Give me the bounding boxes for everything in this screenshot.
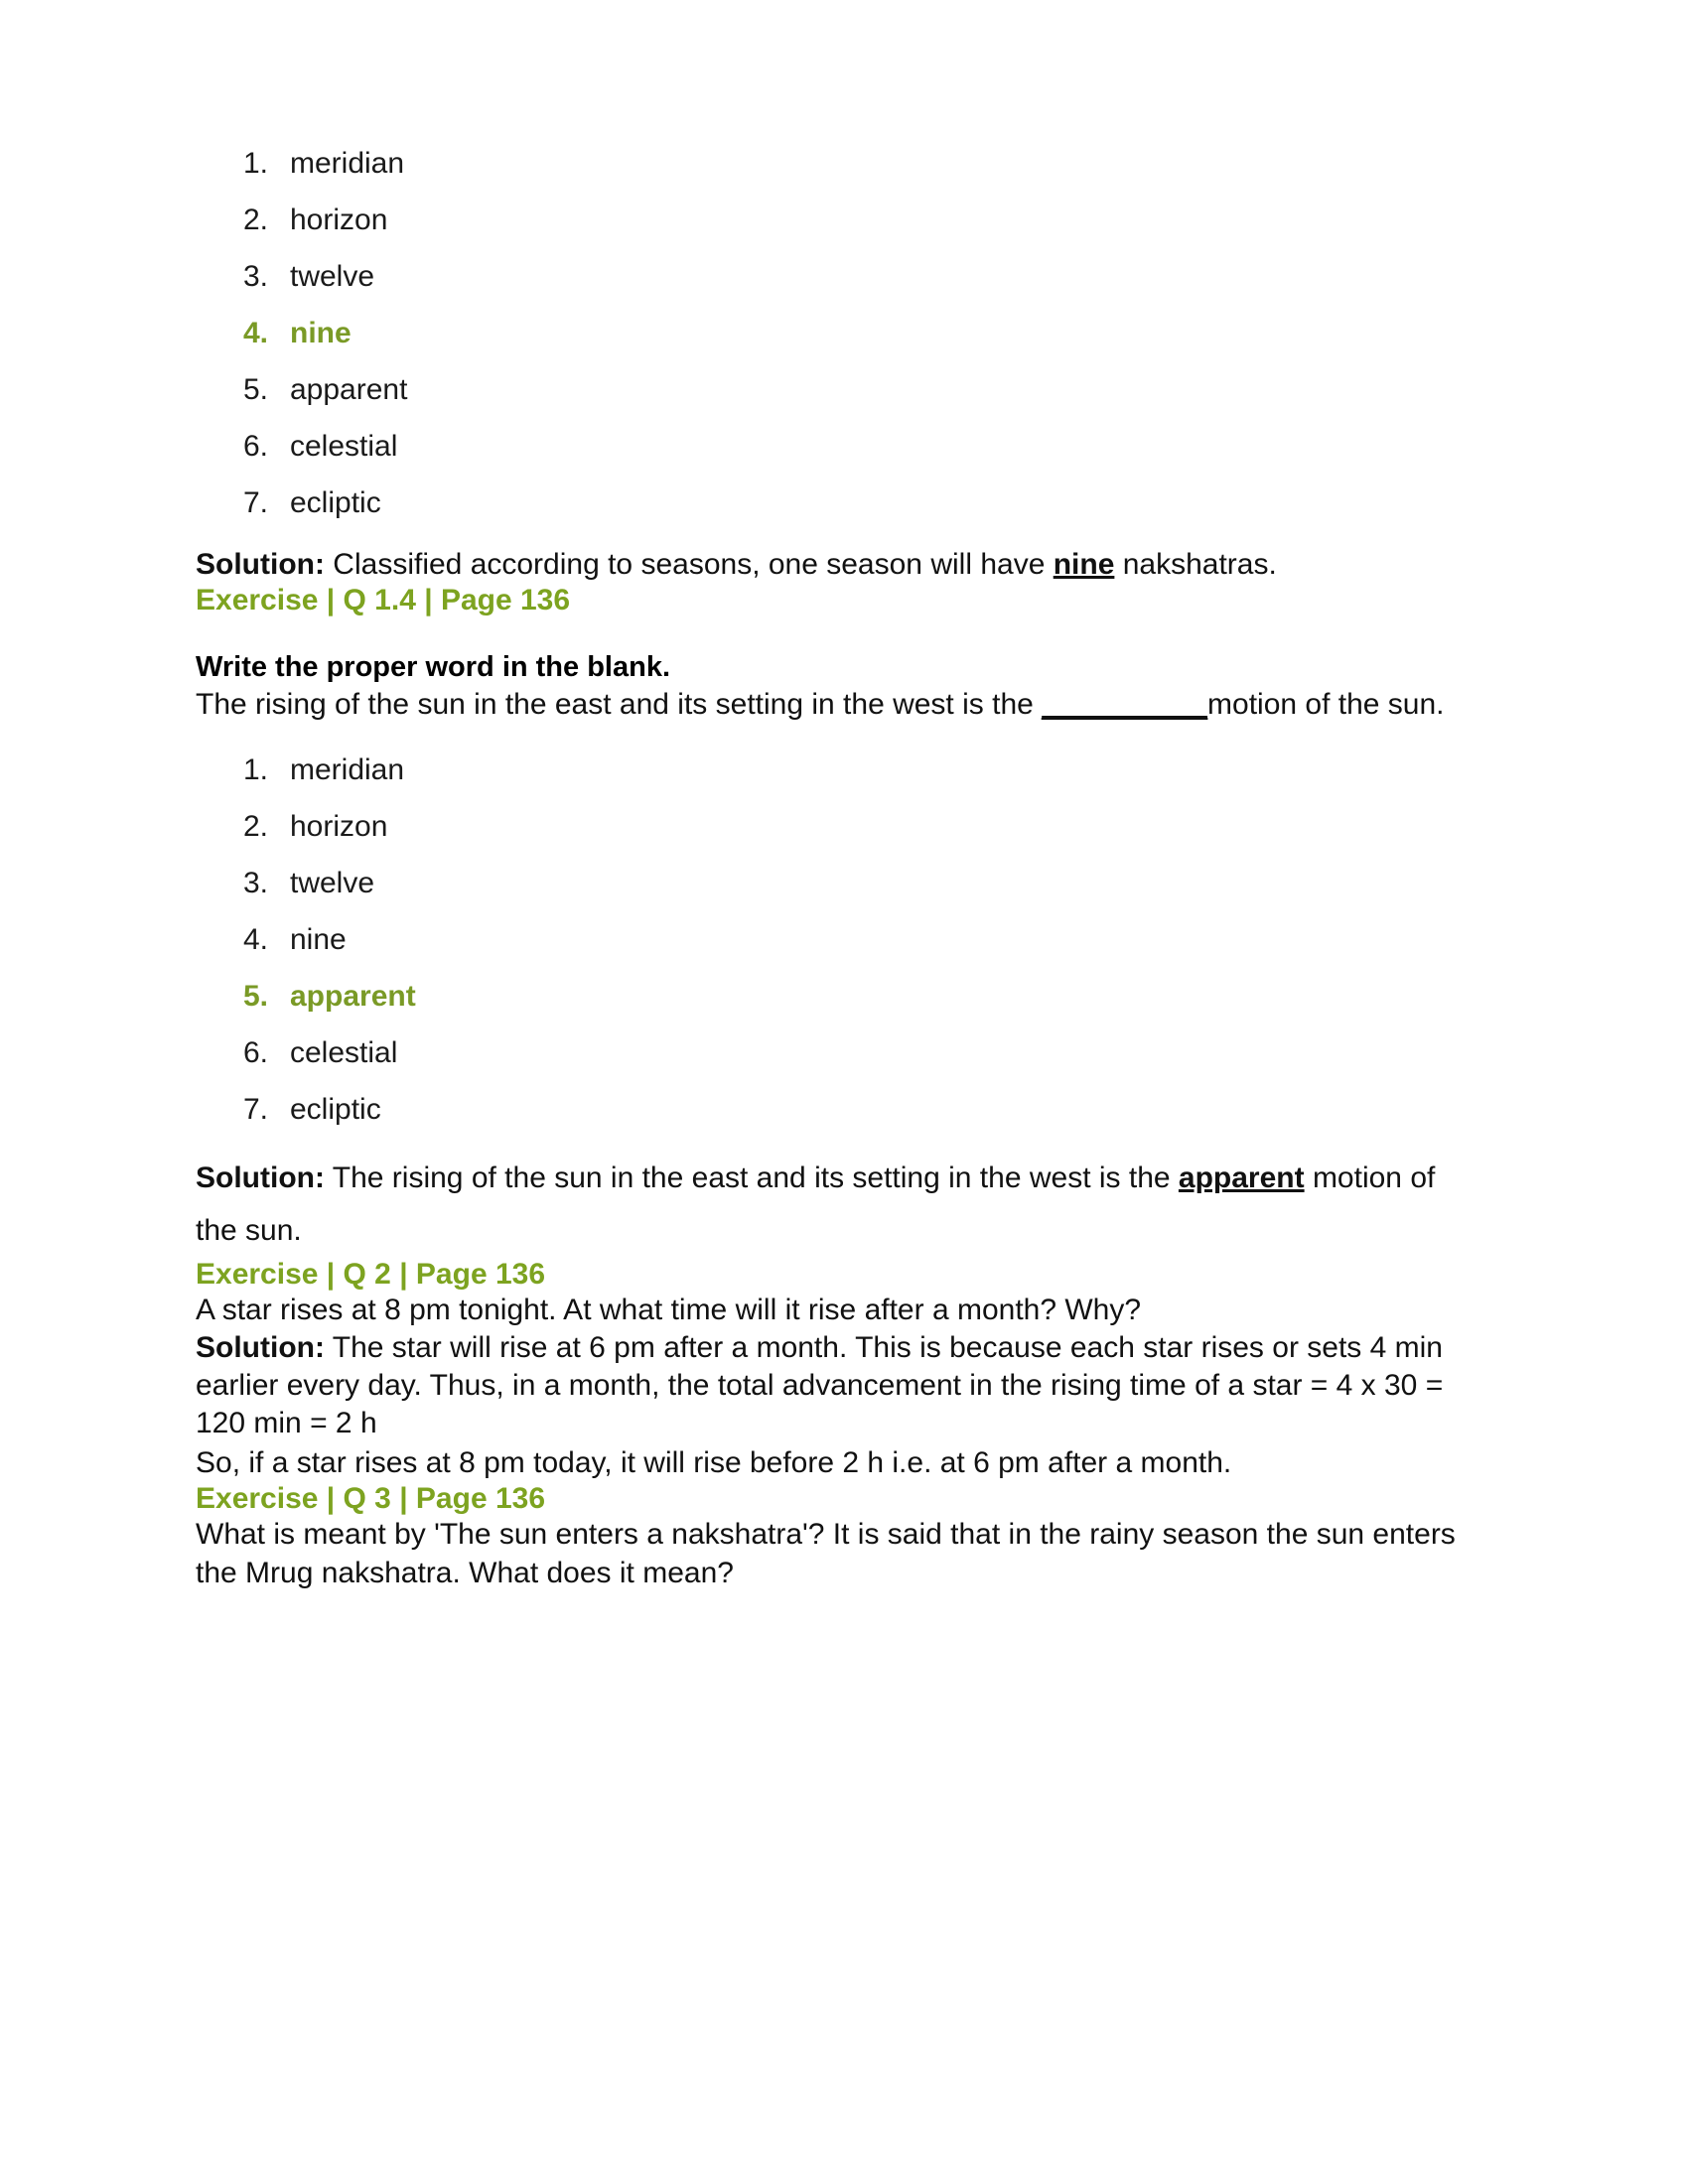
list-item-label: meridian [290, 147, 405, 180]
list-item-number: 4. [243, 317, 269, 349]
list-item [196, 809, 1462, 843]
list-item-number: 5. [243, 979, 269, 1013]
list-item-number: 6. [243, 1035, 269, 1069]
list-item-label: nine [290, 922, 347, 956]
solution-text-after: motion of the sun. [196, 1160, 1436, 1248]
list-item-label: nine [290, 317, 352, 349]
list-item-number: 2. [243, 204, 269, 236]
list-item [196, 149, 1462, 179]
list-item-label: celestial [290, 1035, 398, 1069]
solution-text-before: Classified according to seasons, one season will have [324, 548, 1054, 581]
list-item-label: apparent [290, 373, 408, 406]
question-q3: What is meant by 'The sun enters a nakshatra'? It is said that in the rainy season the sun enters the Mrug nakshatra. What does it mean? [196, 1517, 1456, 1589]
solution-text-before: The rising of the sun in the east and its setting in the west is the [324, 1160, 1179, 1194]
list-item-number: 1. [243, 147, 269, 180]
list-item [196, 1035, 1462, 1069]
list-item-number: 3. [243, 866, 269, 899]
followup-q2: So, if a star rises at 8 pm today, it will rise before 2 h i.e. at 6 pm after a month. [196, 1445, 1232, 1479]
list-item-label: apparent [290, 979, 416, 1013]
exercise-heading-q1-4: Exercise | Q 1.4 | Page 136 [196, 584, 571, 616]
question-text-before: The rising of the sun in the east and its setting in the west is the [196, 687, 1043, 721]
solution-emphasis: apparent [1178, 1160, 1305, 1194]
solution-text-after: nakshatras. [1114, 548, 1277, 581]
list-item-label: horizon [290, 204, 388, 236]
list-item-number: 5. [243, 373, 269, 406]
question-text-after: motion of the sun. [1207, 687, 1445, 721]
list-item-number: 4. [243, 922, 269, 956]
solution-label: Solution: [196, 548, 325, 581]
list-item [196, 375, 1462, 405]
list-item-label: twelve [290, 866, 375, 899]
list-item-number: 1. [243, 752, 269, 786]
list-item [196, 205, 1462, 235]
list-item [196, 262, 1462, 292]
exercise-heading-q2: Exercise | Q 2 | Page 136 [196, 1257, 546, 1291]
solution-text: The star will rise at 6 pm after a month. This is because each star rises or sets 4 min earlier every day. Thus, in a month, the total advancement in the rising time of a star = 4 x 30 = 120 min = 2 h [196, 1330, 1444, 1440]
list-item-label: horizon [290, 809, 388, 843]
answer-blank: __________ [1042, 687, 1208, 721]
exercise-heading-q3: Exercise | Q 3 | Page 136 [196, 1481, 546, 1515]
prompt-q1-4: Write the proper word in the blank. [196, 651, 671, 683]
document-content [196, 149, 1462, 1592]
solution-q2 [196, 1329, 1462, 1443]
list-item [196, 488, 1462, 518]
solution-q1-3 [196, 545, 1462, 584]
list-item-answer [196, 979, 1462, 1013]
option-list-q1-4 [196, 752, 1462, 1126]
list-item-label: ecliptic [290, 1092, 381, 1126]
list-item-answer [196, 319, 1462, 348]
solution-label: Solution: [196, 1160, 325, 1194]
list-item [196, 752, 1462, 786]
list-item [196, 1092, 1462, 1126]
list-item-label: celestial [290, 430, 398, 463]
list-item [196, 866, 1462, 899]
list-item-label: ecliptic [290, 486, 381, 519]
list-item-number: 7. [243, 1092, 269, 1126]
option-list-q1-3 [196, 149, 1462, 518]
list-item-label: twelve [290, 260, 375, 293]
solution-q1-4 [196, 1152, 1462, 1258]
solution-label: Solution: [196, 1330, 325, 1364]
question-q1-4 [196, 685, 1462, 724]
list-item-number: 6. [243, 430, 269, 463]
list-item-number: 3. [243, 260, 269, 293]
question-q2: A star rises at 8 pm tonight. At what time will it rise after a month? Why? [196, 1293, 1142, 1326]
solution-emphasis: nine [1053, 548, 1115, 581]
list-item-label: meridian [290, 752, 405, 786]
list-item [196, 432, 1462, 462]
list-item [196, 922, 1462, 956]
list-item-number: 7. [243, 486, 269, 519]
list-item-number: 2. [243, 809, 269, 843]
